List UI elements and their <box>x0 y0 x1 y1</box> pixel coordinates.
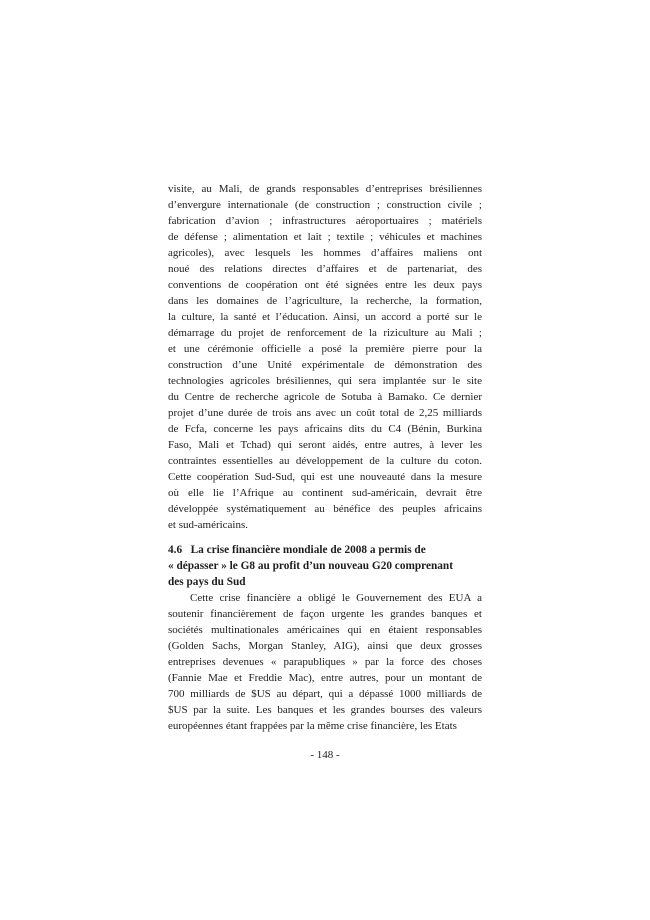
text-line: contraintes essentielles au développement de la culture du coton. <box>168 455 482 467</box>
text-line: et sud-américains. <box>168 519 249 531</box>
text-line: d’envergure internationale (de construction ; construction civile ; <box>168 199 482 211</box>
text-line: construction d’une Unité expérimentale de démonstration des <box>168 359 482 371</box>
text-line: du Centre de recherche agricole de Sotuba à Bamako. Ce dernier <box>168 391 482 403</box>
text-line: Faso, Mali et Tchad) qui seront aidés, entre autres, à lever les <box>168 439 482 451</box>
text-line: « dépasser » le G8 au profit d’un nouveau G20 comprenant <box>168 560 453 572</box>
text-line: la culture, la santé et l’éducation. Ainsi, un accord a porté sur le <box>168 311 482 323</box>
text-block <box>168 181 482 734</box>
text-line: Cette coopération Sud-Sud, qui est une nouveauté dans la mesure <box>168 471 482 483</box>
text-line: 700 milliards de $US au départ, qui a dépassé 1000 milliards de <box>168 688 482 700</box>
text-line: développée systématiquement au bénéfice des peuples africains <box>168 503 482 515</box>
text-line: sociétés multinationales américaines qui en étaient responsables <box>168 624 482 636</box>
text-line: (Golden Sachs, Morgan Stanley, AIG), ainsi que deux grosses <box>168 640 482 652</box>
text-line: Cette crise financière a obligé le Gouvernement des EUA a <box>190 592 482 604</box>
text-line: agricoles), avec lesquels les hommes d’affaires maliens ont <box>168 247 482 259</box>
text-line: démarrage du projet de renforcement de la riziculture au Mali ; <box>168 327 482 339</box>
text-line: entreprises devenues « parapubliques » par la force des choses <box>168 656 482 668</box>
text-line: (Fannie Mae et Freddie Mac), entre autres, pour un montant de <box>168 672 482 684</box>
text-line: et une cérémonie officielle a posé la première pierre pour la <box>168 343 482 355</box>
text-line: visite, au Mali, de grands responsables d’entreprises brésiliennes <box>168 183 482 195</box>
text-line: où elle lie l’Afrique au continent sud-américain, devrait être <box>168 487 482 499</box>
text-line: dans les domaines de l’agriculture, la recherche, la formation, <box>168 295 482 307</box>
section-heading-4-6 <box>168 542 482 590</box>
page-number: - 148 - <box>310 749 340 761</box>
text-line: européennes étant frappées par la même crise financière, les Etats <box>168 720 457 732</box>
text-line: fabrication d’avion ; infrastructures aéroportuaires ; matériels <box>168 215 482 227</box>
text-line: de défense ; alimentation et lait ; textile ; véhicules et machines <box>168 231 482 243</box>
text-line: projet d’une durée de trois ans avec un coût total de 2,25 milliards <box>168 407 482 419</box>
paragraph-cooperation-bresil-mali <box>168 181 482 533</box>
text-line: de Fcfa, concerne les pays africains dits du C4 (Bénin, Burkina <box>168 423 482 435</box>
text-line: $US par la suite. Les banques et les grandes bourses des valeurs <box>168 704 482 716</box>
text-line: soutenir financièrement de façon urgente les grandes banques et <box>168 608 482 620</box>
text-line: noué des relations directes d’affaires et de partenariat, des <box>168 263 482 275</box>
text-line: 4.6 La crise financière mondiale de 2008 a permis de <box>168 544 426 556</box>
paragraph-crise-financiere <box>168 590 482 734</box>
text-line: technologies agricoles brésiliennes, qui sera implantée sur le site <box>168 375 482 387</box>
text-line: conventions de coopération ont été signées entre les deux pays <box>168 279 482 291</box>
text-line: des pays du Sud <box>168 576 246 588</box>
